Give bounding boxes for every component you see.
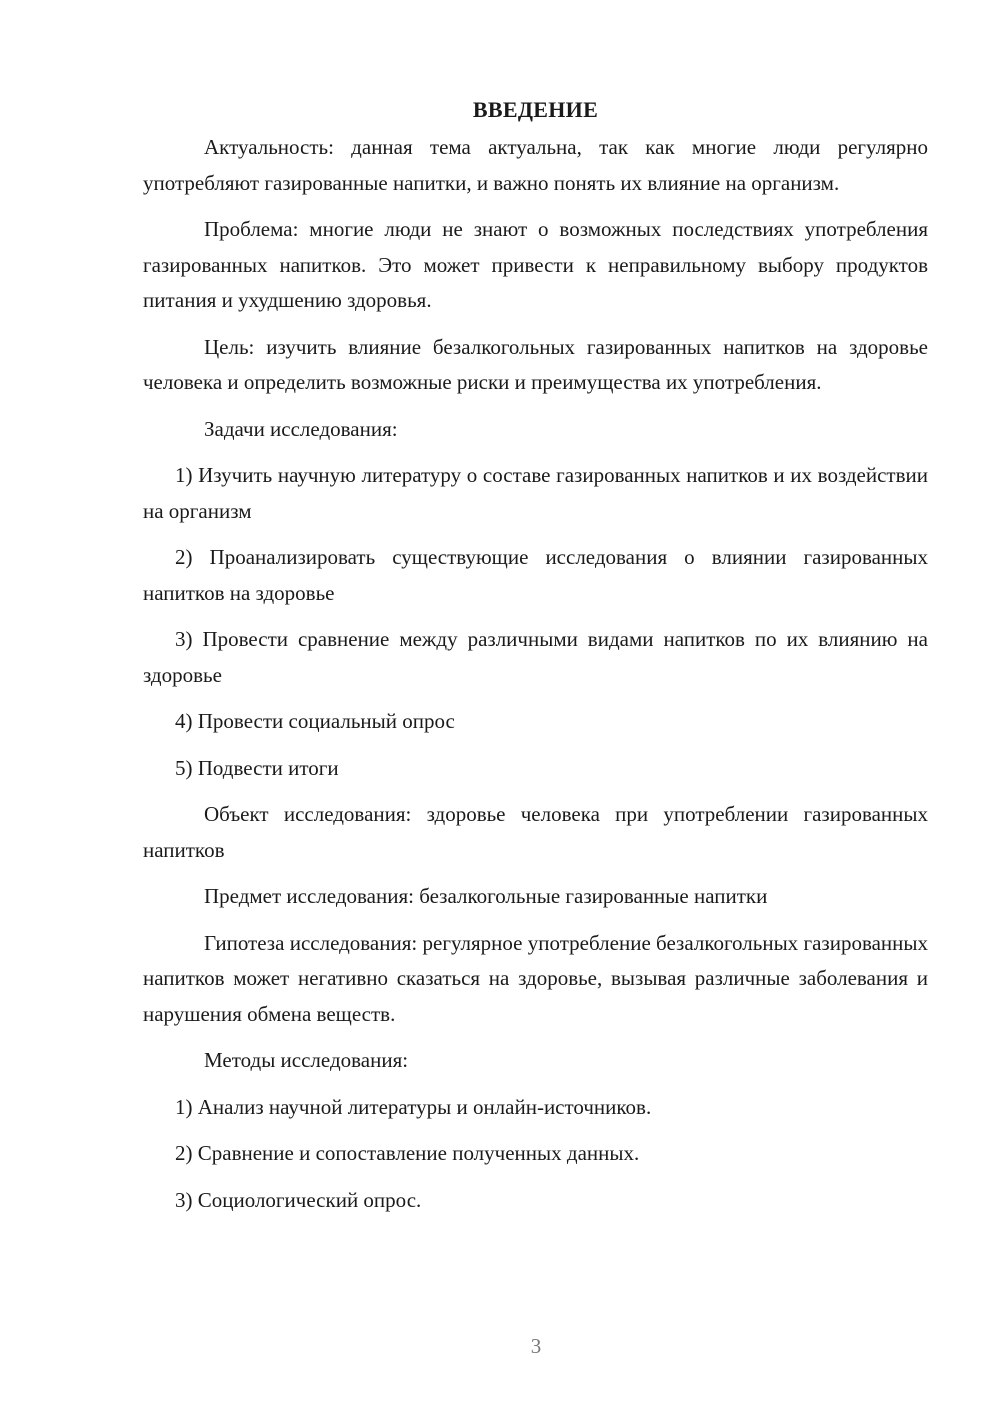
goal-paragraph: Цель: изучить влияние безалкогольных газированных напитков на здоровье человека и определить возможные риски и преимущества их употребления. — [143, 334, 928, 394]
method-item-3: 3) Социологический опрос. — [175, 1187, 422, 1212]
task-item-4: 4) Провести социальный опрос — [175, 709, 455, 733]
task-item-3: 3) Провести сравнение между различными видами напитков по их влиянию на здоровье — [143, 627, 928, 687]
task-item-1: 1) Изучить научную литературу о составе газированных напитков и их воздействии на организм — [143, 463, 928, 523]
problem-paragraph: Проблема: многие люди не знают о возможных последствиях употребления газированных напитков. Это может привести к неправильному выбору продуктов питания и ухудшению здоровья. — [143, 217, 928, 312]
page-title: ВВЕДЕНИЕ — [472, 97, 599, 122]
subject-paragraph: Предмет исследования: безалкогольные газированные напитки — [204, 884, 768, 908]
method-item-2: 2) Сравнение и сопоставление полученных данных. — [175, 1141, 640, 1165]
task-item-2: 2) Проанализировать существующие исследования о влиянии газированных напитков на здоровье — [143, 545, 928, 605]
document-page — [143, 92, 928, 1229]
method-item-1: 1) Анализ научной литературы и онлайн-источников. — [175, 1094, 652, 1119]
methods-title: Методы исследования: — [204, 1048, 409, 1072]
hypothesis-paragraph: Гипотеза исследования: регулярное употребление безалкогольных газированных напитков может негативно сказаться на здоровье, вызывая различные заболевания и нарушения обмена веществ. — [143, 930, 928, 1026]
object-paragraph: Объект исследования: здоровье человека при употреблении газированных напитков — [143, 802, 928, 862]
tasks-title: Задачи исследования: — [204, 416, 398, 441]
page-number: 3 — [530, 1334, 542, 1358]
relevance-paragraph: Актуальность: данная тема актуальна, так как многие люди регулярно употребляют газированные напитки, и важно понять их влияние на организм. — [143, 135, 928, 195]
task-item-5: 5) Подвести итоги — [175, 755, 339, 780]
